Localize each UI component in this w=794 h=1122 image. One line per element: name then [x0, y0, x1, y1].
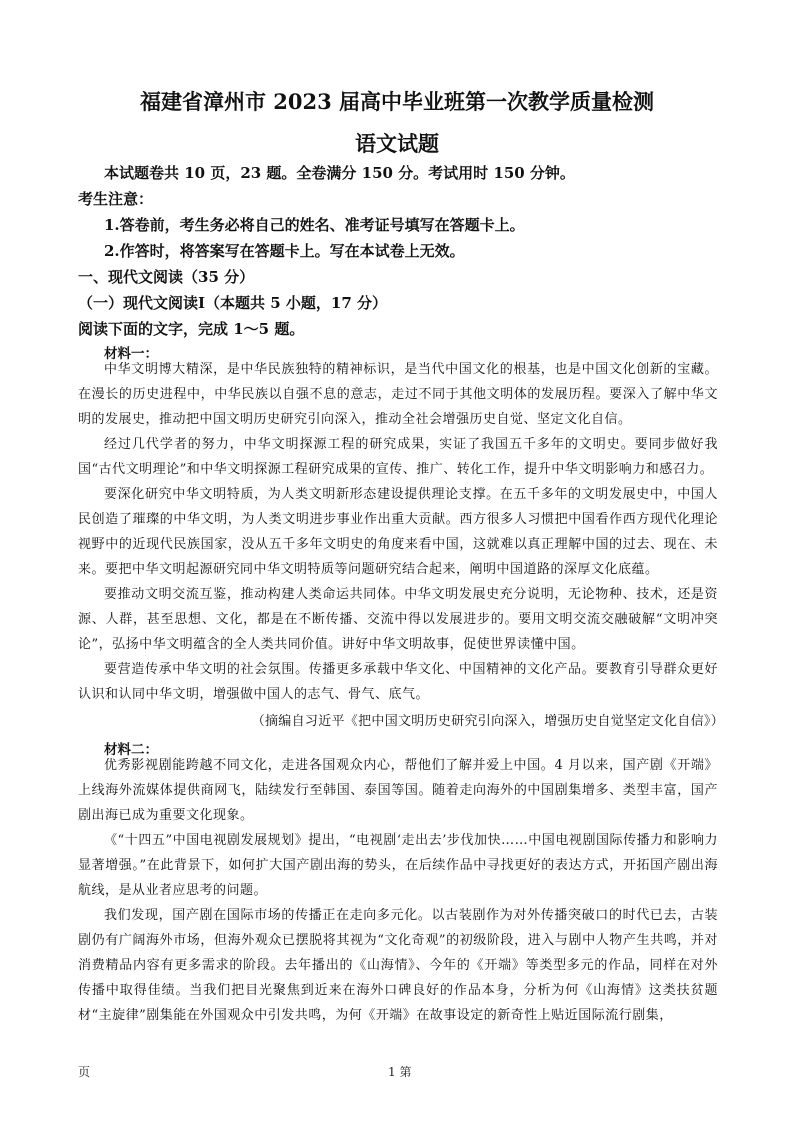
- paragraph: 要深化研究中华文明特质，为人类文明新形态建设提供理论支撑。在五千多年的文明发展史中，中国人民创造了璀璨的中华文明，为人类文明进步事业作出重大贡献。西方很多人习惯把中国看作西方现代化理论视野中的近现代民族国家，没从五千多年文明史的角度来看中国，这就难以真正理解中国的过去、现在、未来。要把中华文明起源研究同中华文明特质等问题研究结合起来，阐明中国道路的深厚文化底蕴。: [78, 487, 718, 577]
- footer-page-number: 1 第: [388, 1065, 412, 1079]
- paragraph: 要推动文明交流互鉴，推动构建人类命运共同体。中华文明发展史充分说明，无论物种、技术，还是资源、人群，甚至思想、文化，都是在不断传播、交流中得以发展进步的。要用文明交流交融破解“文明冲突论”，弘扬中华文明蕴含的全人类共同价值。讲好中华文明故事，促使世界读懂中国。: [78, 587, 718, 652]
- notice-item-2: 2.作答时，将答案写在答题卡上。写在本试卷上无效。: [104, 242, 465, 260]
- material-1-source: （摘编自习近平《把中国文明历史研究引向深入，增强历史自觉坚定文化自信》）: [251, 714, 724, 729]
- material-1-body: [78, 357, 718, 707]
- exam-subtitle: 语文试题: [355, 131, 439, 156]
- material-2-body: [78, 753, 718, 1028]
- exam-title: 福建省漳州市 2023 届高中毕业班第一次教学质量检测: [139, 89, 655, 114]
- paragraph: 优秀影视剧能跨越不同文化，走进各国观众内心，帮他们了解并爱上中国。4 月以来，国产剧《开端》上线海外流媒体提供商网飞，陆续发行至韩国、泰国等国。随着走向海外的中国剧集增多、类型丰富，国产剧出海已成为重要文化现象。: [78, 758, 718, 823]
- paragraph: 《“十四五”中国电视剧发展规划》提出，“电视剧‘走出去’步伐加快……中国电视剧国际传播力和影响力显著增强。”在此背景下，如何扩大国产剧出海的势头，在后续作品中寻找更好的表达方式，开拓国产剧出海航线，是从业者应思考的问题。: [78, 833, 718, 898]
- notice-title: 考生注意：: [78, 190, 154, 208]
- material-2-label: 材料二：: [104, 742, 158, 758]
- paragraph: 我们发现，国产剧在国际市场的传播正在走向多元化。以古装剧作为对外传播突破口的时代已去，古装剧仍有广阔海外市场，但海外观众已摆脱将其视为“文化奇观”的初级阶段，进入与剧中人物产生共鸣，并对消费精品内容有更多需求的阶段。去年播出的《山海情》、今年的《开端》等类型多元的作品，同样在对外传播中取得佳绩。当我们把目光聚焦到近来在海外口碑良好的作品本身，分析为何《山海情》这类扶贫题材“主旋律”剧集能在外国观众中引发共鸣，为何《开端》在故事设定的新奇性上贴近国际流行剧集，: [78, 908, 718, 1023]
- reading-instruction: 阅读下面的文字，完成 1～5 题。: [78, 320, 305, 338]
- subsection-heading: （一）现代文阅读Ⅰ（本题共 5 小题，17 分）: [78, 294, 387, 312]
- footer-page-label: 页: [78, 1065, 91, 1079]
- notice-item-1: 1.答卷前，考生务必将自己的姓名、准考证号填写在答题卡上。: [104, 216, 525, 234]
- section-heading: 一、现代文阅读（35 分）: [78, 268, 255, 286]
- material-1-label: 材料一：: [104, 346, 158, 362]
- paragraph: 经过几代学者的努力，中华文明探源工程的研究成果，实证了我国五千多年的文明史。要同步做好我国“古代文明理论”和中华文明探源工程研究成果的宣传、推广、转化工作，提升中华文明影响力和感召力。: [78, 437, 718, 477]
- paragraph: 要营造传承中华文明的社会氛围。传播更多承载中华文化、中国精神的文化产品。要教育引导群众更好认识和认同中华文明，增强做中国人的志气、骨气、底气。: [78, 662, 718, 702]
- paragraph: 中华文明博大精深，是中华民族独特的精神标识，是当代中国文化的根基，也是中国文化创新的宝藏。在漫长的历史进程中，中华民族以自强不息的意志，走过不同于其他文明体的发展历程。要深入了解中华文明的发展史，推动把中国文明历史研究引向深入，推动全社会增强历史自觉、坚定文化自信。: [78, 362, 718, 427]
- exam-summary: 本试题卷共 10 页，23 题。全卷满分 150 分。考试用时 150 分钟。: [104, 164, 575, 182]
